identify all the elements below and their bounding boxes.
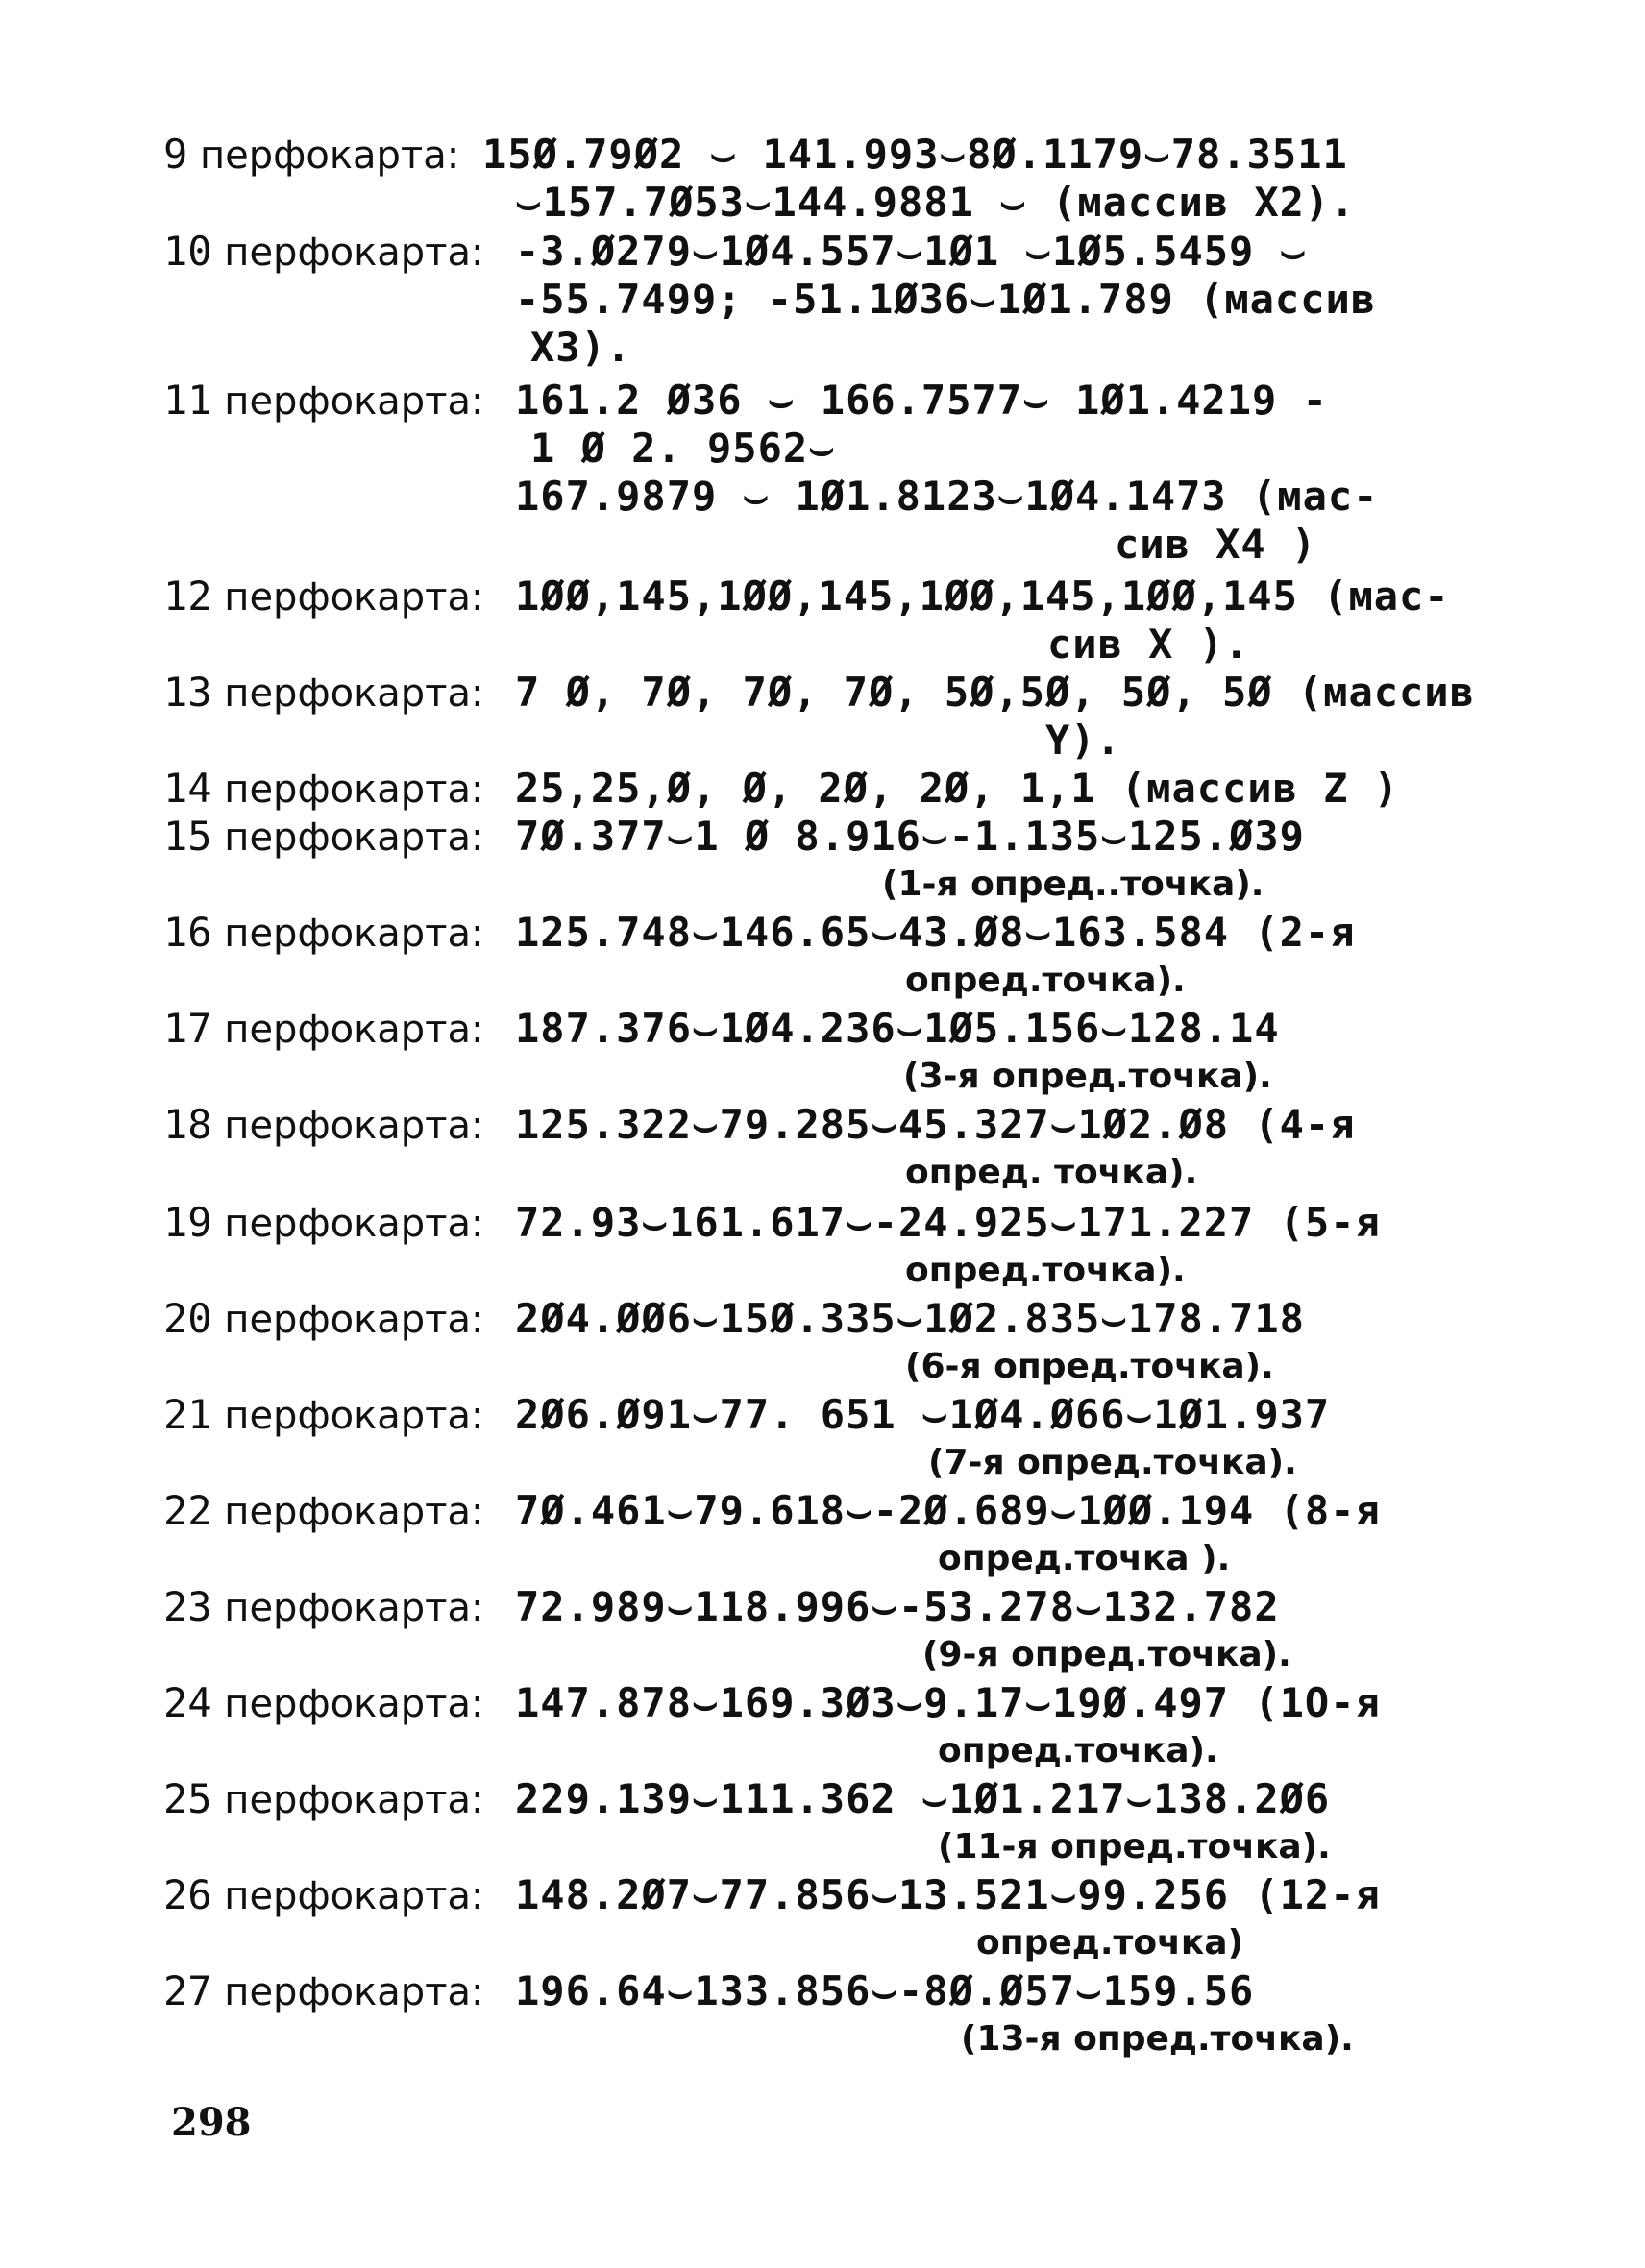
card-data-line: 161.2 Ø36 ⌣ 166.7577⌣ 1Ø1.4219 - <box>515 377 1328 424</box>
card-data-line: X3). <box>530 324 632 371</box>
card-data-line: 72.93⌣161.617⌣-24.925⌣171.227 (5-я <box>515 1199 1381 1246</box>
card-label <box>163 1583 483 1632</box>
card-label <box>163 573 483 622</box>
card-label <box>163 377 483 426</box>
card-label <box>163 909 483 958</box>
card-label <box>163 228 483 277</box>
card-data-line: -3.Ø279⌣1Ø4.557⌣1Ø1 ⌣1Ø5.5459 ⌣ <box>515 228 1308 275</box>
card-word: перфокарта: <box>224 1586 484 1630</box>
card-number: 22 <box>163 1487 212 1534</box>
card-word: перфокарта: <box>224 671 484 716</box>
card-number: 20 <box>163 1295 212 1342</box>
card-word: перфокарта: <box>224 1490 484 1534</box>
card-data-line: (11-я опред.точка). <box>938 1827 1331 1866</box>
card-label <box>163 1967 483 2016</box>
card-number: 9 <box>163 131 188 178</box>
card-number: 15 <box>163 813 212 860</box>
page-number: 298 <box>171 2100 252 2145</box>
card-word: перфокарта: <box>224 1970 484 2014</box>
card-data-line: 125.322⌣79.285⌣45.327⌣1Ø2.Ø8 (4-я <box>515 1101 1356 1148</box>
card-data-line: 7 Ø, 7Ø, 7Ø, 7Ø, 5Ø,5Ø, 5Ø, 5Ø (массив <box>515 669 1475 716</box>
card-number: 12 <box>163 573 212 620</box>
card-data-line: сив X ). <box>1047 621 1250 668</box>
card-word: перфокарта: <box>224 379 484 424</box>
card-word: перфокарта: <box>224 1874 484 1918</box>
card-data-line: (3-я опред.точка). <box>903 1057 1272 1096</box>
card-label <box>163 131 459 180</box>
card-data-line: 72.989⌣118.996⌣-53.278⌣132.782 <box>515 1583 1280 1630</box>
card-word: перфокарта: <box>224 816 484 860</box>
card-data-line: 7Ø.461⌣79.618⌣-2Ø.689⌣1ØØ.194 (8-я <box>515 1487 1381 1534</box>
card-data-line: 125.748⌣146.65⌣43.Ø8⌣163.584 (2-я <box>515 909 1356 956</box>
card-label <box>163 765 483 814</box>
card-label <box>163 1295 483 1344</box>
card-label <box>163 1679 483 1728</box>
card-data-line: 2Ø4.ØØ6⌣15Ø.335⌣1Ø2.835⌣178.718 <box>515 1295 1305 1342</box>
card-data-line: 2Ø6.Ø91⌣77. 651 ⌣1Ø4.Ø66⌣1Ø1.937 <box>515 1391 1331 1438</box>
card-number: 25 <box>163 1775 212 1822</box>
card-data-line: (6-я опред.точка). <box>905 1347 1274 1386</box>
card-label <box>163 1391 483 1440</box>
card-word: перфокарта: <box>224 1394 484 1438</box>
card-word: перфокарта: <box>224 1104 484 1148</box>
card-data-line: (9-я опред.точка). <box>922 1635 1291 1674</box>
card-number: 27 <box>163 1967 212 2014</box>
card-number: 14 <box>163 765 212 812</box>
card-number: 23 <box>163 1583 212 1630</box>
card-data-line: опред.точка ). <box>938 1539 1231 1578</box>
card-data-line: 196.64⌣133.856⌣-8Ø.Ø57⌣159.56 <box>515 1967 1255 2014</box>
card-number: 17 <box>163 1005 212 1052</box>
card-data-line: 167.9879 ⌣ 1Ø1.8123⌣1Ø4.1473 (мас- <box>515 473 1379 520</box>
card-label <box>163 1487 483 1536</box>
card-data-line: опред.точка). <box>905 961 1186 1000</box>
card-label <box>163 813 483 862</box>
card-data-line: опред.точка). <box>905 1251 1186 1290</box>
card-word: перфокарта: <box>224 1298 484 1342</box>
card-data-line: Y). <box>1045 717 1121 764</box>
card-label <box>163 1005 483 1054</box>
card-number: 19 <box>163 1199 212 1246</box>
card-number: 24 <box>163 1679 212 1726</box>
card-data-line: 148.2Ø7⌣77.856⌣13.521⌣99.256 (12-я <box>515 1871 1381 1918</box>
card-word: перфокарта: <box>224 1202 484 1246</box>
card-number: 26 <box>163 1871 212 1918</box>
card-word: перфокарта: <box>224 768 484 812</box>
card-data-line: 229.139⌣111.362 ⌣1Ø1.217⌣138.2Ø6 <box>515 1775 1331 1822</box>
card-label <box>163 1199 483 1248</box>
card-word: перфокарта: <box>224 1778 484 1822</box>
card-label <box>163 669 483 718</box>
card-data-line: (7-я опред.точка). <box>928 1443 1297 1482</box>
card-data-line: 187.376⌣1Ø4.236⌣1Ø5.156⌣128.14 <box>515 1005 1280 1052</box>
card-data-line: 1 Ø 2. 9562⌣ <box>530 425 836 472</box>
card-data-line: опред.точка) <box>976 1923 1244 1963</box>
card-data-line: опред.точка). <box>938 1731 1218 1770</box>
card-data-line: 1ØØ,145,1ØØ,145,1ØØ,145,1ØØ,145 (мас- <box>515 573 1450 620</box>
card-data-line: ⌣157.7Ø53⌣144.9881 ⌣ (массив X2). <box>515 179 1356 226</box>
card-data-line: 147.878⌣169.3Ø3⌣9.17⌣19Ø.497 (1О-я <box>515 1679 1381 1726</box>
card-data-line: (1-я опред..точка). <box>882 865 1264 904</box>
card-word: перфокарта: <box>200 134 460 178</box>
card-number: 21 <box>163 1391 212 1438</box>
card-number: 10 <box>163 228 212 275</box>
card-data-line: 7Ø.377⌣1 Ø 8.916⌣-1.135⌣125.Ø39 <box>515 813 1305 860</box>
card-data-line: сив X4 ) <box>1115 521 1317 568</box>
card-number: 18 <box>163 1101 212 1148</box>
card-number: 11 <box>163 377 212 424</box>
card-word: перфокарта: <box>224 1008 484 1052</box>
card-label <box>163 1101 483 1150</box>
card-label <box>163 1775 483 1824</box>
card-number: 16 <box>163 909 212 956</box>
card-data-line: -55.7499; -51.1Ø36⌣1Ø1.789 (массив <box>515 276 1377 323</box>
card-word: перфокарта: <box>224 912 484 956</box>
card-data-line: опред. точка). <box>905 1153 1198 1192</box>
card-data-line: 15Ø.79Ø2 ⌣ 141.993⌣8Ø.1179⌣78.3511 <box>482 131 1348 178</box>
card-word: перфокарта: <box>224 575 484 620</box>
card-number: 13 <box>163 669 212 716</box>
card-word: перфокарта: <box>224 231 484 275</box>
card-data-line: (13-я опред.точка). <box>961 2019 1354 2059</box>
card-data-line: 25,25,Ø, Ø, 2Ø, 2Ø, 1,1 (массив Z ) <box>515 765 1400 812</box>
card-word: перфокарта: <box>224 1682 484 1726</box>
card-label <box>163 1871 483 1920</box>
